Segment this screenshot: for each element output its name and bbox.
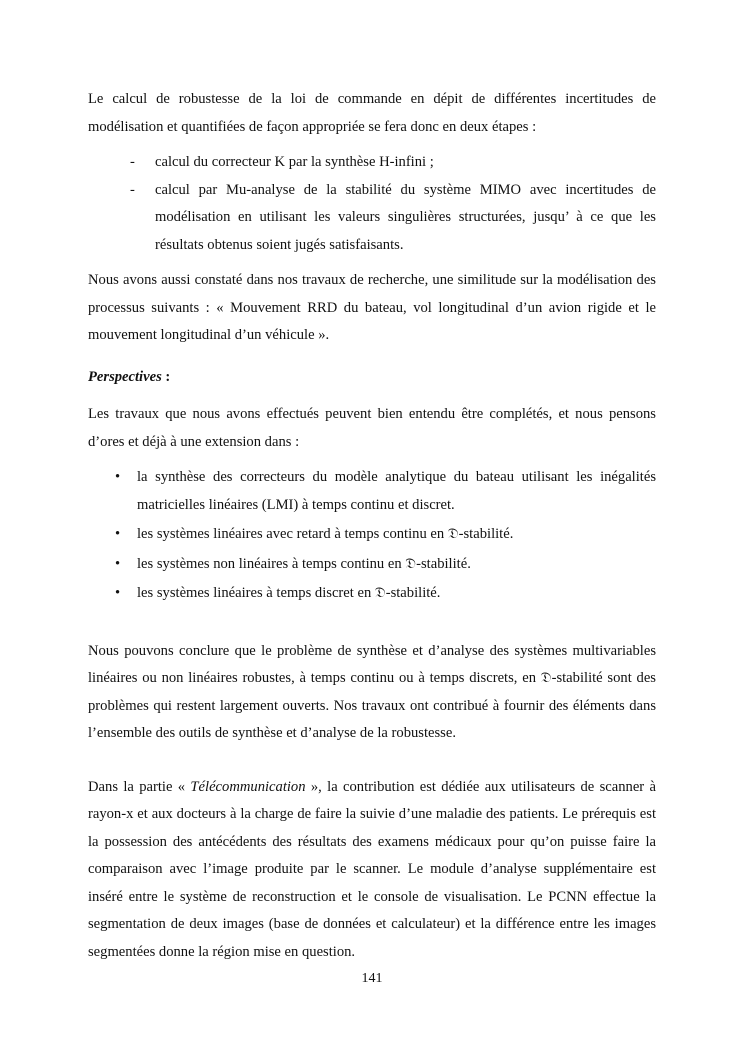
list-item-text: les systèmes non linéaires à temps continu en 𝔇-stabilité. — [137, 555, 471, 572]
list-item — [88, 177, 656, 260]
paragraph-telecommunication — [88, 774, 656, 967]
paragraph-conclusion: Nous pouvons conclure que le problème de synthèse et d’analyse des systèmes multivariables linéaires ou non linéaires robustes, à temps continu ou à temps discrets, en 𝔇-stabilité sont des problèmes qui restent largement ouverts. Nos travaux ont contribué à fournir des éléments dans l’ensemble des outils de synthèse et d’analyse de la robustesse. — [88, 642, 656, 741]
bullet-marker: • — [115, 585, 121, 601]
list-item — [88, 149, 656, 177]
list-item — [88, 551, 656, 579]
emphasis-telecommunication: Télécommunication — [190, 778, 306, 795]
bullet-marker: • — [115, 555, 121, 572]
list-item-text: les systèmes linéaires à temps discret en 𝔇-stabilité. — [137, 585, 441, 601]
list-item — [88, 464, 656, 519]
paragraph-robustness-intro: Le calcul de robustesse de la loi de commande en dépit de différentes incertitudes de modélisation et quantifiées de façon appropriée se fera donc en deux étapes : — [88, 91, 656, 135]
bullet-list-extensions — [88, 464, 656, 608]
section-heading-perspectives — [88, 364, 656, 392]
list-item — [88, 580, 656, 608]
list-item-text: la synthèse des correcteurs du modèle analytique du bateau utilisant les inégalités matricielles linéaires (LMI) à temps continu et discret. — [137, 469, 656, 513]
text-run: Dans la partie « — [88, 778, 191, 795]
document-body — [88, 86, 656, 966]
heading-colon: : — [161, 368, 171, 385]
paragraph-similarity: Nous avons aussi constaté dans nos travaux de recherche, une similitude sur la modélisation des processus suivants : « Mouvement RRD du bateau, vol longitudinal d’un avion rigide et le mouvement longitudinal d’un véhicule ». — [88, 272, 656, 343]
list-item — [88, 521, 656, 549]
list-item-text: les systèmes linéaires avec retard à temps continu en 𝔇-stabilité. — [137, 526, 514, 542]
paragraph-perspectives-intro: Les travaux que nous avons effectués peuvent bien entendu être complétés, et nous pensons d’ores et déjà à une extension dans : — [88, 406, 656, 450]
text-run: », la contribution est dédiée aux utilisateurs de scanner à rayon-x et aux docteurs à la charge de faire la suivie d’une maladie des patients. Le prérequis est la possession des antécédents des résultats des examens médicaux pour qu’on puisse faire la comparaison avec l’image produite par le scanner. Le module d’analyse supplémentaire est inséré entre le système de reconstruction et le console de visualisation. Le PCNN effectue la segmentation de deux images (base de données et calculateur) et la différence entre les images segmentées donne la région mise en question. — [88, 778, 656, 960]
bullet-marker: • — [115, 469, 121, 485]
heading-title: Perspectives — [88, 368, 162, 385]
dash-list-steps — [88, 149, 656, 259]
page-number: 141 — [361, 971, 383, 986]
list-item-text: calcul du correcteur K par la synthèse H-infini ; — [155, 154, 434, 170]
bullet-marker: • — [115, 526, 121, 542]
list-item-text: calcul par Mu-analyse de la stabilité du système MIMO avec incertitudes de modélisation en utilisant les valeurs singulières structurées, jusqu’ à ce que les résultats obtenus soient jugés satisfaisants. — [155, 181, 656, 253]
dash-marker: - — [130, 181, 135, 198]
dash-marker: - — [130, 154, 135, 170]
